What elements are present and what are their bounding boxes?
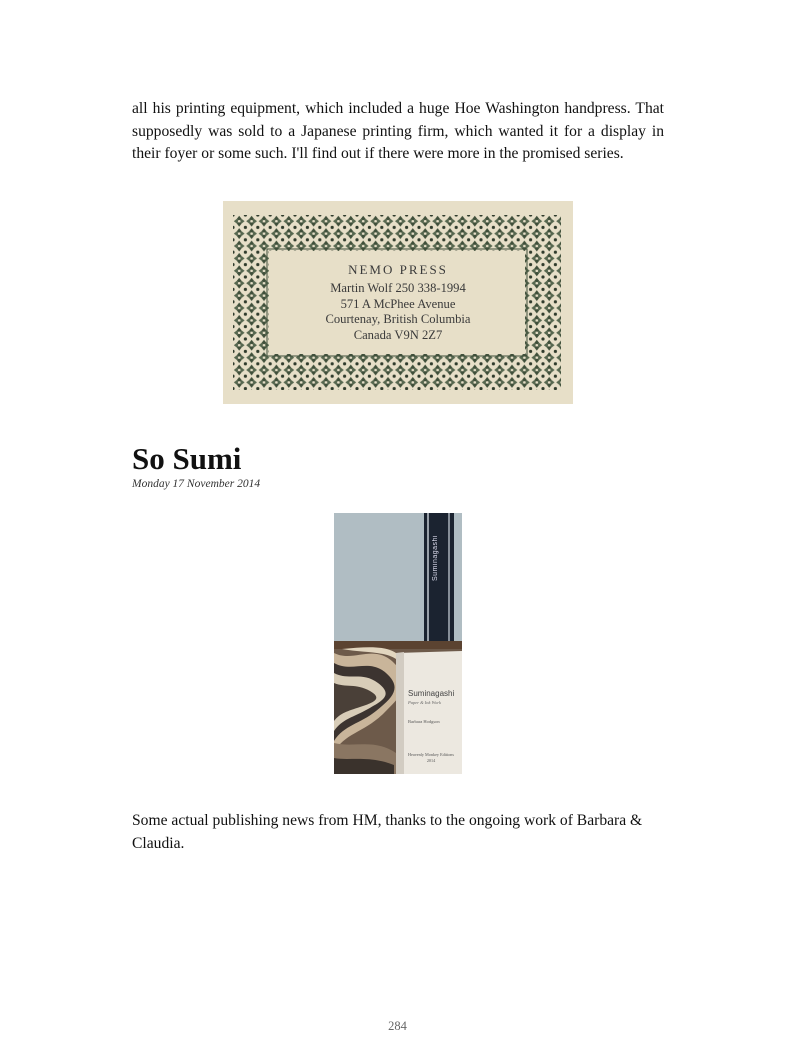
post-title: So Sumi bbox=[132, 441, 242, 476]
book-spine-text: Suminagashi bbox=[432, 535, 439, 581]
body-paragraph-bottom: Some actual publishing news from HM, thanks to the ongoing work of Barbara & Claudia. bbox=[132, 812, 643, 852]
card-city-line: Courtenay, British Columbia bbox=[325, 312, 471, 326]
book-title: Suminagashi bbox=[408, 689, 455, 698]
card-contact-line: Martin Wolf 250 338-1994 bbox=[330, 281, 466, 295]
book-subtitle: Paper & Ink Work bbox=[408, 700, 441, 705]
card-address-line: 571 A McPhee Avenue bbox=[340, 296, 456, 311]
business-card-image bbox=[223, 201, 573, 404]
page-number: 284 bbox=[388, 1019, 407, 1033]
book-publisher bbox=[402, 752, 460, 764]
business-card-text bbox=[283, 261, 513, 351]
post-date: Monday 17 November 2014 bbox=[132, 478, 261, 490]
card-country-line: Canada V9N 2Z7 bbox=[353, 327, 443, 342]
book-publisher-year: 2014 bbox=[426, 758, 436, 763]
press-name: NEMO PRESS bbox=[348, 262, 448, 277]
body-paragraph-top: all his printing equipment, which included a huge Hoe Washington handpress. That supposedly was sold to a Japanese printing firm, which wanted it for a display in their foyer or some such. I'll find out if there were more in the promised series. bbox=[132, 100, 664, 162]
book-photo bbox=[334, 513, 462, 774]
book-author: Barbara Hodgson bbox=[408, 719, 440, 724]
book-publisher-name: Heavenly Monkey Editions bbox=[407, 752, 455, 757]
